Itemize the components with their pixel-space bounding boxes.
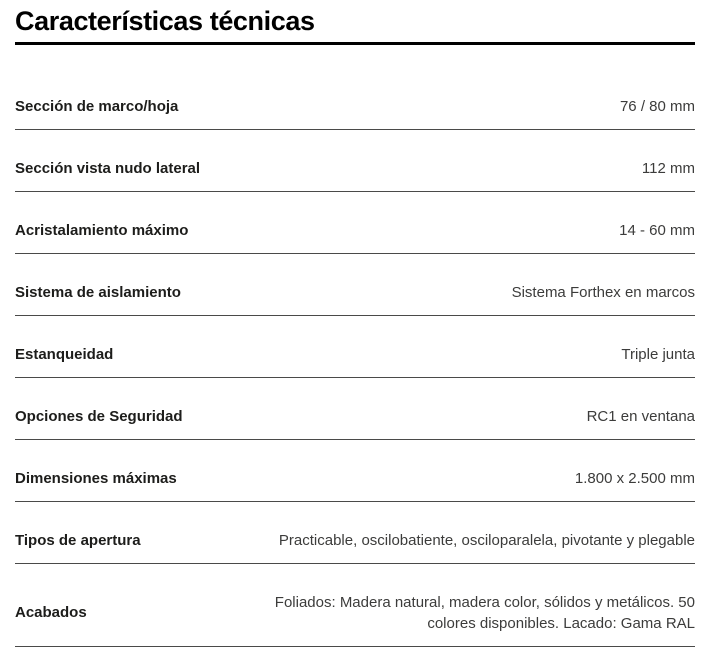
spec-label: Sección de marco/hoja [15, 97, 179, 115]
spec-label: Sección vista nudo lateral [15, 159, 201, 177]
spec-label: Sistema de aislamiento [15, 283, 181, 301]
spec-value: 1.800 x 2.500 mm [574, 470, 695, 488]
spec-value: RC1 en ventana [586, 408, 695, 426]
spec-label: Acabados [15, 604, 87, 622]
spec-row [15, 530, 695, 564]
spec-value: 112 mm [641, 160, 695, 178]
spec-row [15, 282, 695, 316]
spec-value: Sistema Forthex en marcos [511, 284, 695, 302]
spec-value: Triple junta [621, 346, 695, 364]
title-rule [15, 42, 695, 45]
spec-row [15, 468, 695, 502]
spec-value: 14 - 60 mm [619, 222, 695, 240]
spec-row [15, 96, 695, 130]
page-title: Características técnicas [15, 6, 315, 36]
spec-row [15, 158, 695, 192]
spec-table [15, 96, 695, 647]
spec-row [15, 220, 695, 254]
spec-value: 76 / 80 mm [619, 98, 695, 116]
spec-value: Practicable, oscilobatiente, osciloparalela, pivotante y plegable [278, 532, 695, 550]
spec-label: Opciones de Seguridad [15, 407, 183, 425]
spec-label: Acristalamiento máximo [15, 221, 189, 239]
spec-label: Tipos de apertura [15, 531, 141, 549]
spec-row [15, 406, 695, 440]
spec-label: Dimensiones máximas [15, 469, 177, 487]
spec-row [15, 592, 695, 647]
spec-row [15, 344, 695, 378]
spec-label: Estanqueidad [15, 345, 114, 363]
spec-value: Foliados: Madera natural, madera color, sólidos y metálicos. 50 colores disponibles. Lacado: Gama RAL [274, 594, 695, 633]
